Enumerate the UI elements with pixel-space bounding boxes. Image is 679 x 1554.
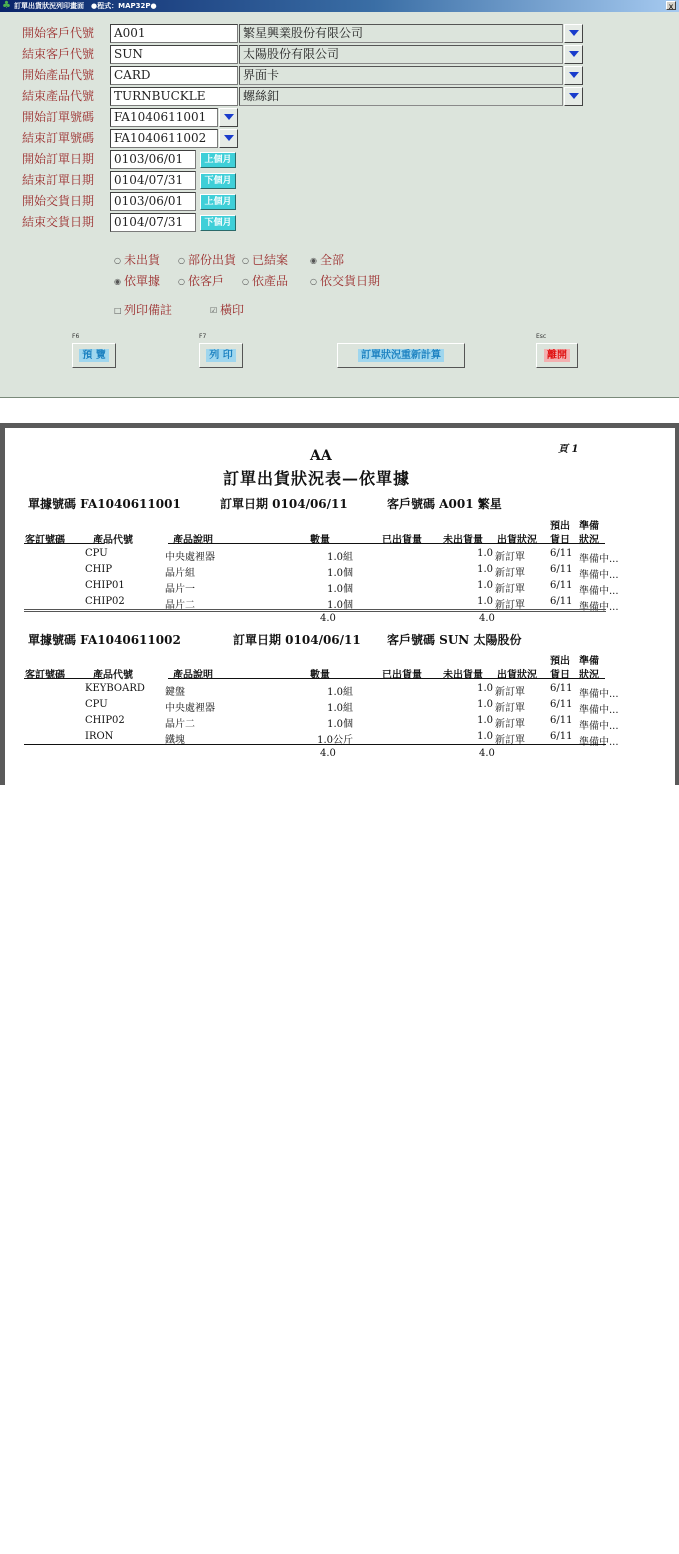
order-number: 單據號碼 FA1040611002 bbox=[28, 633, 181, 647]
label-end-order-no: 結束訂單號碼 bbox=[22, 131, 95, 145]
row-prep: 準備中... bbox=[579, 570, 619, 581]
report-company: AA bbox=[310, 448, 332, 464]
row-product-code: CHIP02 bbox=[85, 596, 125, 607]
arrow-down-icon bbox=[569, 30, 579, 36]
row-product-desc: 中央處裡器 bbox=[165, 703, 215, 714]
row-prep: 準備中... bbox=[579, 586, 619, 597]
start-order-no-input[interactable]: FA1040611001 bbox=[110, 108, 218, 127]
radio-partial-shipped[interactable] bbox=[178, 251, 236, 268]
col-product-code: 產品代號 bbox=[93, 670, 133, 681]
row-unshipped: 1.0 bbox=[477, 683, 493, 694]
row-date: 6/11 bbox=[550, 548, 573, 559]
col-shipped-qty: 已出貨量 bbox=[382, 535, 422, 546]
row-unshipped: 1.0 bbox=[477, 580, 493, 591]
order-customer: 客戶號碼 SUN 太陽股份 bbox=[387, 633, 522, 647]
row-status: 新訂單 bbox=[495, 584, 525, 595]
col-qty: 數量 bbox=[310, 535, 330, 546]
end-product-dropdown[interactable] bbox=[564, 87, 583, 106]
radio-by-document[interactable] bbox=[114, 272, 160, 289]
start-order-no-dropdown[interactable] bbox=[219, 108, 238, 127]
recalculate-status-button[interactable] bbox=[337, 343, 465, 368]
radio-unshipped[interactable] bbox=[114, 251, 160, 268]
exit-button-label: 離開 bbox=[544, 349, 570, 362]
key-hint-f6: F6 bbox=[72, 333, 80, 340]
radio-selected-icon: ◉ bbox=[310, 256, 317, 265]
col-ship-status: 出貨狀況 bbox=[497, 535, 537, 546]
end-order-date-input[interactable]: 0104/07/31 bbox=[110, 171, 196, 190]
col-prep: 準備 bbox=[579, 656, 599, 667]
end-customer-dropdown[interactable] bbox=[564, 45, 583, 64]
row-qty: 1.0個 bbox=[327, 568, 353, 579]
row-prep: 準備中... bbox=[579, 705, 619, 716]
row-unshipped: 1.0 bbox=[477, 699, 493, 710]
arrow-down-icon bbox=[224, 114, 234, 120]
col-product-desc: 產品說明 bbox=[173, 670, 213, 681]
app-icon: ♣ bbox=[2, 0, 11, 11]
row-status: 新訂單 bbox=[495, 735, 525, 746]
end-product-name: 螺絲釦 bbox=[239, 87, 563, 106]
radio-label: 依交貨日期 bbox=[320, 274, 381, 288]
radio-icon: ○ bbox=[114, 256, 121, 265]
end-order-no-input[interactable]: FA1040611002 bbox=[110, 129, 218, 148]
row-unshipped: 1.0 bbox=[477, 715, 493, 726]
radio-label: 部份出貨 bbox=[188, 253, 237, 267]
row-status: 新訂單 bbox=[495, 600, 525, 611]
prev-month-button[interactable]: 上個月 bbox=[200, 152, 236, 168]
col-unshipped-qty: 未出貨量 bbox=[443, 670, 483, 681]
row-date: 6/11 bbox=[550, 731, 573, 742]
col-ship-date: 貨日 bbox=[550, 535, 570, 546]
arrow-down-icon bbox=[569, 93, 579, 99]
arrow-down-icon bbox=[224, 135, 234, 141]
header-underline bbox=[168, 543, 605, 544]
row-unshipped: 1.0 bbox=[477, 564, 493, 575]
close-button[interactable]: x bbox=[666, 1, 676, 10]
report-preview bbox=[0, 423, 679, 785]
print-dialog-window bbox=[0, 0, 679, 398]
total-separator bbox=[24, 609, 606, 612]
label-start-customer: 開始客戶代號 bbox=[22, 26, 95, 40]
radio-by-customer[interactable] bbox=[178, 272, 224, 289]
col-expected: 預出 bbox=[550, 656, 570, 667]
label-start-order-no: 開始訂單號碼 bbox=[22, 110, 95, 124]
radio-label: 依產品 bbox=[252, 274, 289, 288]
row-product-desc: 晶片二 bbox=[165, 719, 195, 730]
radio-label: 未出貨 bbox=[124, 253, 161, 267]
order-date: 訂單日期 0104/06/11 bbox=[220, 497, 348, 511]
row-status: 新訂單 bbox=[495, 703, 525, 714]
start-customer-name: 繁星興業股份有限公司 bbox=[239, 24, 563, 43]
end-product-input[interactable]: TURNBUCKLE bbox=[110, 87, 238, 106]
row-product-desc: 晶片二 bbox=[165, 600, 195, 611]
start-order-date-input[interactable]: 0103/06/01 bbox=[110, 150, 196, 169]
checkbox-landscape[interactable] bbox=[210, 301, 244, 318]
radio-by-delivery-date[interactable] bbox=[310, 272, 380, 289]
row-date: 6/11 bbox=[550, 564, 573, 575]
row-qty: 1.0公斤 bbox=[317, 735, 353, 746]
row-prep: 準備中... bbox=[579, 554, 619, 565]
col-prep: 準備 bbox=[579, 521, 599, 532]
row-product-code: CHIP02 bbox=[85, 715, 125, 726]
row-qty: 1.0個 bbox=[327, 719, 353, 730]
report-page-number: 頁 1 bbox=[558, 444, 579, 455]
row-product-desc: 鐵塊 bbox=[165, 735, 185, 746]
radio-icon: ○ bbox=[242, 277, 249, 286]
row-status: 新訂單 bbox=[495, 568, 525, 579]
key-hint-esc: Esc bbox=[536, 333, 547, 340]
label-start-delivery-date: 開始交貨日期 bbox=[22, 194, 95, 208]
next-month-button[interactable]: 下個月 bbox=[200, 173, 236, 189]
exit-button[interactable] bbox=[536, 343, 578, 368]
row-product-code: CHIP01 bbox=[85, 580, 125, 591]
row-product-code: CHIP bbox=[85, 564, 113, 575]
label-start-product: 開始產品代號 bbox=[22, 68, 95, 82]
total-unshipped: 4.0 bbox=[479, 613, 495, 624]
header-underline bbox=[24, 678, 104, 679]
row-product-desc: 晶片組 bbox=[165, 568, 195, 579]
print-button-label: 列 印 bbox=[206, 349, 235, 362]
label-start-order-date: 開始訂單日期 bbox=[22, 152, 95, 166]
print-button[interactable] bbox=[199, 343, 243, 368]
total-unshipped: 4.0 bbox=[479, 748, 495, 759]
checkbox-icon: □ bbox=[114, 306, 122, 315]
radio-label: 全部 bbox=[320, 253, 345, 267]
row-date: 6/11 bbox=[550, 715, 573, 726]
prev-month-button[interactable]: 上個月 bbox=[200, 194, 236, 210]
row-date: 6/11 bbox=[550, 683, 573, 694]
row-product-code: CPU bbox=[85, 548, 108, 559]
col-ship-status: 出貨狀況 bbox=[497, 670, 537, 681]
arrow-down-icon bbox=[569, 72, 579, 78]
total-separator bbox=[24, 744, 606, 745]
row-product-code: CPU bbox=[85, 699, 108, 710]
row-date: 6/11 bbox=[550, 596, 573, 607]
order-customer: 客戶號碼 A001 繁星 bbox=[387, 497, 502, 511]
radio-by-product[interactable] bbox=[242, 272, 288, 289]
start-customer-dropdown[interactable] bbox=[564, 24, 583, 43]
row-product-desc: 晶片一 bbox=[165, 584, 195, 595]
row-date: 6/11 bbox=[550, 580, 573, 591]
row-product-desc: 鍵盤 bbox=[165, 687, 185, 698]
radio-all[interactable] bbox=[310, 251, 344, 268]
col-unshipped-qty: 未出貨量 bbox=[443, 535, 483, 546]
row-prep: 準備中... bbox=[579, 689, 619, 700]
start-customer-input[interactable]: A001 bbox=[110, 24, 238, 43]
title-bar[interactable] bbox=[0, 0, 679, 12]
report-title: 訂單出貨狀況表—依單據 bbox=[223, 469, 411, 488]
label-end-product: 結束產品代號 bbox=[22, 89, 95, 103]
row-product-code: KEYBOARD bbox=[85, 683, 145, 694]
row-unshipped: 1.0 bbox=[477, 548, 493, 559]
radio-icon: ○ bbox=[178, 277, 185, 286]
end-order-no-dropdown[interactable] bbox=[219, 129, 238, 148]
row-prep: 準備中... bbox=[579, 602, 619, 613]
row-status: 新訂單 bbox=[495, 552, 525, 563]
radio-label: 已結案 bbox=[252, 253, 289, 267]
radio-icon: ○ bbox=[242, 256, 249, 265]
checkbox-print-notes[interactable] bbox=[114, 301, 172, 318]
total-qty: 4.0 bbox=[320, 613, 336, 624]
header-underline bbox=[24, 543, 104, 544]
label-end-order-date: 結束訂單日期 bbox=[22, 173, 95, 187]
row-prep: 準備中... bbox=[579, 721, 619, 732]
row-qty: 1.0組 bbox=[327, 703, 353, 714]
next-month-button[interactable]: 下個月 bbox=[200, 215, 236, 231]
radio-icon: ○ bbox=[310, 277, 317, 286]
row-qty: 1.0組 bbox=[327, 552, 353, 563]
radio-label: 依客戶 bbox=[188, 274, 225, 288]
row-qty: 1.0組 bbox=[327, 687, 353, 698]
radio-label: 依單據 bbox=[124, 274, 161, 288]
preview-button-label: 預 覽 bbox=[79, 349, 108, 362]
arrow-down-icon bbox=[569, 51, 579, 57]
end-customer-name: 太陽股份有限公司 bbox=[239, 45, 563, 64]
start-delivery-date-input[interactable]: 0103/06/01 bbox=[110, 192, 196, 211]
col-customer-order-no: 客訂號碼 bbox=[25, 535, 65, 546]
col-product-desc: 產品說明 bbox=[173, 535, 213, 546]
header-underline bbox=[168, 678, 605, 679]
col-product-code: 產品代號 bbox=[93, 535, 133, 546]
order-number: 單據號碼 FA1040611001 bbox=[28, 497, 181, 511]
window-title: 訂單出貨狀況列印畫面 ●程式：MAP32P● bbox=[14, 2, 157, 10]
row-product-desc: 中央處裡器 bbox=[165, 552, 215, 563]
col-customer-order-no: 客訂號碼 bbox=[25, 670, 65, 681]
key-hint-f7: F7 bbox=[199, 333, 207, 340]
checkbox-checked-icon: ☑ bbox=[210, 306, 218, 315]
row-product-code: IRON bbox=[85, 731, 114, 742]
radio-selected-icon: ◉ bbox=[114, 277, 121, 286]
checkbox-label: 列印備註 bbox=[124, 303, 173, 317]
radio-closed[interactable] bbox=[242, 251, 288, 268]
end-customer-input[interactable]: SUN bbox=[110, 45, 238, 64]
col-ship-date: 貨日 bbox=[550, 670, 570, 681]
col-prep-status: 狀況 bbox=[579, 535, 599, 546]
col-prep-status: 狀況 bbox=[579, 670, 599, 681]
row-status: 新訂單 bbox=[495, 719, 525, 730]
col-shipped-qty: 已出貨量 bbox=[382, 670, 422, 681]
row-status: 新訂單 bbox=[495, 687, 525, 698]
start-product-dropdown[interactable] bbox=[564, 66, 583, 85]
row-unshipped: 1.0 bbox=[477, 731, 493, 742]
row-date: 6/11 bbox=[550, 699, 573, 710]
row-qty: 1.0個 bbox=[327, 584, 353, 595]
col-expected: 預出 bbox=[550, 521, 570, 532]
label-end-customer: 結束客戶代號 bbox=[22, 47, 95, 61]
total-qty: 4.0 bbox=[320, 748, 336, 759]
radio-icon: ○ bbox=[178, 256, 185, 265]
col-qty: 數量 bbox=[310, 670, 330, 681]
checkbox-label: 橫印 bbox=[220, 303, 245, 317]
recalculate-button-label: 訂單狀況重新計算 bbox=[358, 349, 444, 362]
label-end-delivery-date: 結束交貨日期 bbox=[22, 215, 95, 229]
end-delivery-date-input[interactable]: 0104/07/31 bbox=[110, 213, 196, 232]
start-product-name: 界面卡 bbox=[239, 66, 563, 85]
row-qty: 1.0個 bbox=[327, 600, 353, 611]
start-product-input[interactable]: CARD bbox=[110, 66, 238, 85]
preview-button[interactable] bbox=[72, 343, 116, 368]
order-date: 訂單日期 0104/06/11 bbox=[233, 633, 361, 647]
row-unshipped: 1.0 bbox=[477, 596, 493, 607]
row-prep: 準備中... bbox=[579, 737, 619, 748]
